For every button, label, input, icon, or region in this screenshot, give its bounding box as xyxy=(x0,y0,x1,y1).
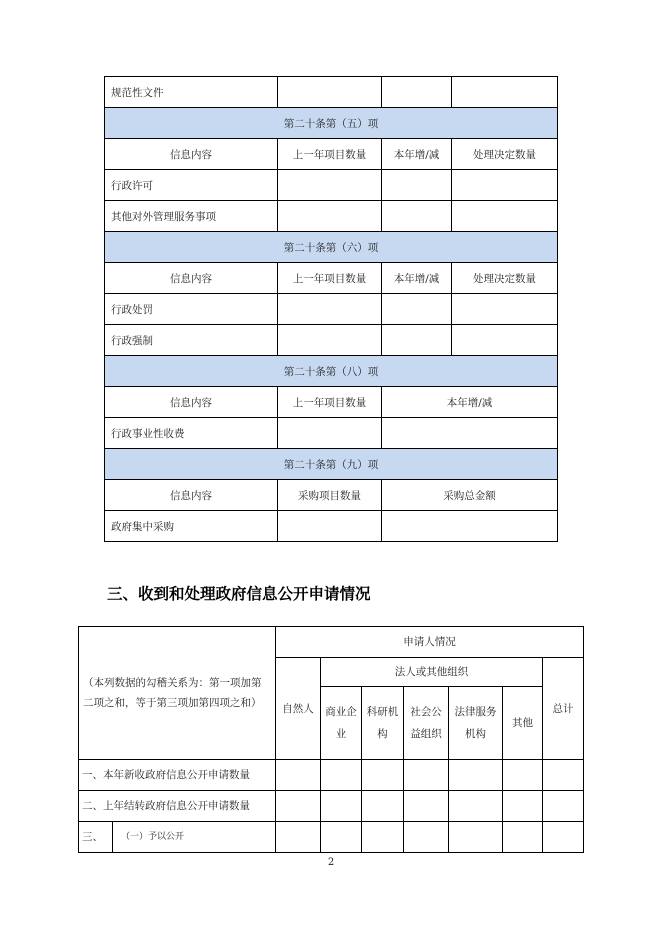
page-number: 2 xyxy=(327,857,335,868)
row-label: 政府集中采购 xyxy=(105,511,278,542)
section-header-row xyxy=(105,232,558,263)
column-header: 信息内容 xyxy=(105,263,278,294)
row-label: 一、本年新收政府信息公开申请数量 xyxy=(79,760,276,791)
table-row xyxy=(105,294,558,325)
applicant-header: 申请人情况 xyxy=(276,627,584,658)
section-title: 第二十条第（八）项 xyxy=(105,356,558,387)
column-header: 本年增/减 xyxy=(382,263,452,294)
section-title: 第二十条第（五）项 xyxy=(105,108,558,139)
column-header: 处理决定数量 xyxy=(452,139,558,170)
column-header: 处理决定数量 xyxy=(452,263,558,294)
column-header: 本年增/减 xyxy=(382,387,558,418)
column-header-row xyxy=(105,263,558,294)
row-sublabel: （一）予以公开 xyxy=(113,822,276,853)
row-label: 规范性文件 xyxy=(105,77,278,108)
column-header: 信息内容 xyxy=(105,139,278,170)
table-row xyxy=(105,418,558,449)
section-heading: 三、收到和处理政府信息公开申请情况 xyxy=(107,585,371,603)
section-header-row xyxy=(105,449,558,480)
row-label: 行政事业性收费 xyxy=(105,418,278,449)
column-header-row xyxy=(105,139,558,170)
sub-header: 社会公益组织 xyxy=(404,687,449,760)
section-title: 第二十条第（九）项 xyxy=(105,449,558,480)
column-header-row xyxy=(105,387,558,418)
row-label: 行政许可 xyxy=(105,170,278,201)
total-header: 总计 xyxy=(543,658,584,760)
sub-header: 其他 xyxy=(503,687,543,760)
legal-group-header: 法人或其他组织 xyxy=(321,658,543,687)
table-row xyxy=(105,511,558,542)
column-header: 信息内容 xyxy=(105,480,278,511)
table-row xyxy=(79,791,584,822)
column-header: 采购总金额 xyxy=(382,480,558,511)
note-cell: （本列数据的勾稽关系为：第一项加第二项之和，等于第三项加第四项之和） xyxy=(79,627,276,760)
section-header-row xyxy=(105,108,558,139)
disclosure-stats-table xyxy=(104,76,558,542)
column-header: 信息内容 xyxy=(105,387,278,418)
column-header-row xyxy=(105,480,558,511)
column-header: 上一年项目数量 xyxy=(278,139,382,170)
row-label: 行政强制 xyxy=(105,325,278,356)
sub-header: 法律服务机构 xyxy=(449,687,503,760)
table-row xyxy=(105,170,558,201)
row-label: 三、 xyxy=(79,822,113,853)
table-row xyxy=(79,822,584,853)
column-header: 本年增/减 xyxy=(382,139,452,170)
sub-header: 商业企业 xyxy=(321,687,362,760)
table-row xyxy=(105,77,558,108)
row-label: 行政处罚 xyxy=(105,294,278,325)
natural-person-header: 自然人 xyxy=(276,658,321,760)
table-row xyxy=(105,325,558,356)
column-header: 采购项目数量 xyxy=(278,480,382,511)
column-header: 上一年项目数量 xyxy=(278,263,382,294)
table-row xyxy=(79,627,584,658)
column-header: 上一年项目数量 xyxy=(278,387,382,418)
table-row xyxy=(79,760,584,791)
table-row xyxy=(105,201,558,232)
application-stats-table xyxy=(78,626,584,853)
section-title: 第二十条第（六）项 xyxy=(105,232,558,263)
sub-header: 科研机构 xyxy=(362,687,404,760)
section-header-row xyxy=(105,356,558,387)
row-label: 其他对外管理服务事项 xyxy=(105,201,278,232)
row-label: 二、上年结转政府信息公开申请数量 xyxy=(79,791,276,822)
